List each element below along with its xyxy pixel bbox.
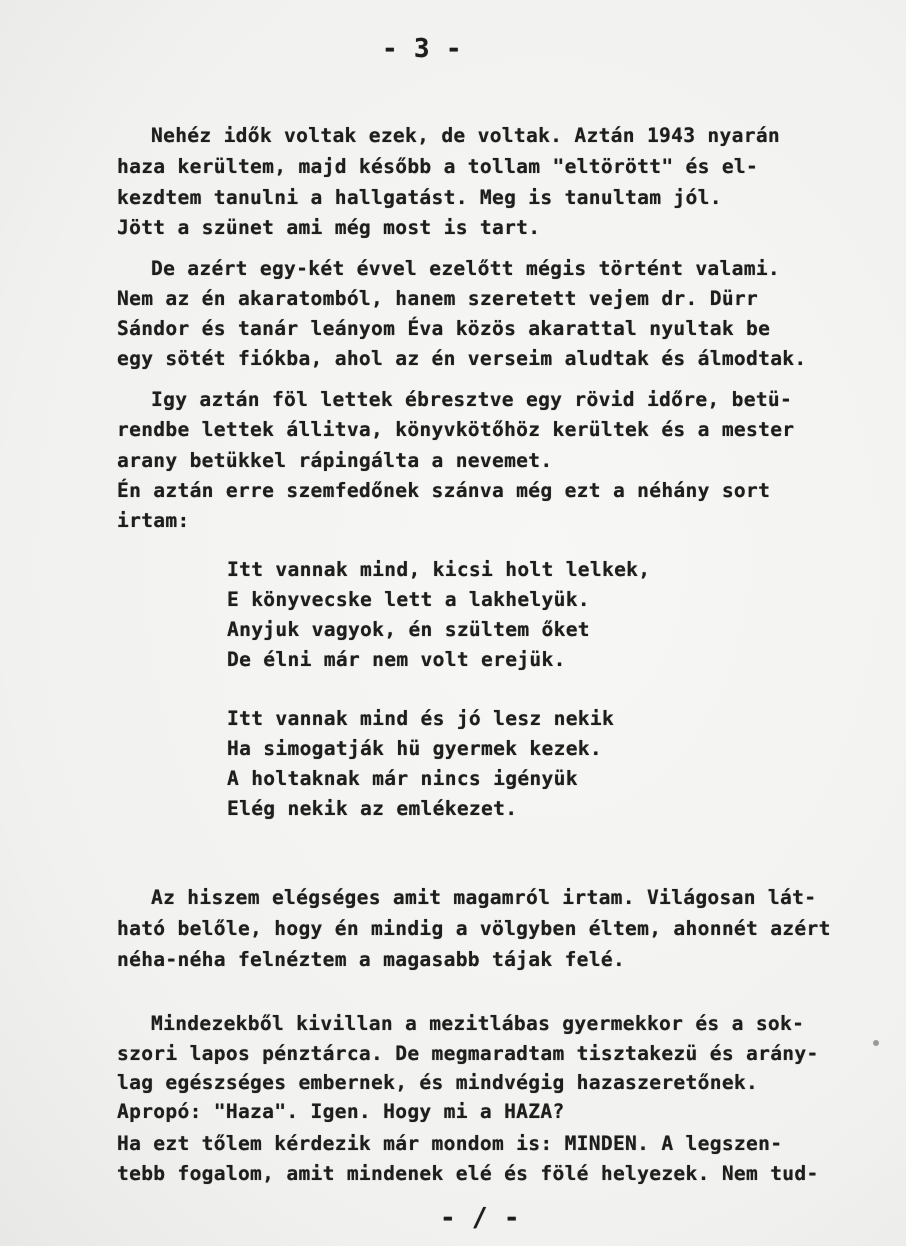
poem-line: E könyvecske lett a lakhelyük. <box>227 588 590 611</box>
text-line: haza kerültem, majd később a tollam "eltörött" és el- <box>117 155 759 178</box>
text-line: Igy aztán föl lettek ébresztve egy rövid időre, betü- <box>151 388 793 411</box>
text-line: rendbe lettek állitva, könyvkötőhöz kerültek és a mester <box>117 418 795 441</box>
text-line: lag egészséges embernek, és mindvégig hazaszeretőnek. <box>117 1071 759 1094</box>
text-line: kezdtem tanulni a hallgatást. Meg is tanultam jól. <box>117 186 722 209</box>
text-line: arany betükkel rápingálta a nevemet. <box>117 449 553 472</box>
poem-line: Itt vannak mind és jó lesz nekik <box>227 707 615 730</box>
text-line: néha-néha felnéztem a magasabb tájak felé. <box>117 948 626 971</box>
poem-line: Elég nekik az emlékezet. <box>227 797 518 820</box>
text-line: De azért egy-két évvel ezelőtt mégis történt valami. <box>151 257 781 280</box>
text-line: Jött a szünet ami még most is tart. <box>117 216 541 239</box>
text-line: egy sötét fiókba, ahol az én verseim aludtak és álmodtak. <box>117 347 807 370</box>
text-line: Ha ezt tőlem kérdezik már mondom is: MINDEN. A legszen- <box>117 1132 783 1155</box>
text-line: szori lapos pénztárca. De megmaradtam tisztakezü és arány- <box>117 1042 819 1065</box>
text-line: tebb fogalom, amit mindenek elé és fölé helyezek. Nem tud- <box>117 1162 819 1185</box>
poem-line: Itt vannak mind, kicsi holt lelkek, <box>227 558 651 581</box>
text-line: irtam: <box>117 509 190 532</box>
page-number: - 3 - <box>382 34 462 64</box>
text-line: Nehéz idők voltak ezek, de voltak. Aztán 1943 nyarán <box>151 124 781 147</box>
text-line: Apropó: "Haza". Igen. Hogy mi a HAZA? <box>117 1100 565 1123</box>
poem-line: Anyjuk vagyok, én szültem őket <box>227 618 590 641</box>
text-line: Sándor és tanár leányom Éva közös akarattal nyultak be <box>117 317 771 340</box>
poem-line: A holtaknak már nincs igényük <box>227 767 578 790</box>
footer-mark: - / - <box>440 1203 520 1233</box>
poem-line: Ha simogatják hü gyermek kezek. <box>227 737 602 760</box>
text-line: Én aztán erre szemfedőnek szánva még ezt a néhány sort <box>117 479 771 502</box>
text-line: Az hiszem elégséges amit magamról irtam. Világosan lát- <box>151 886 817 909</box>
text-line: ható belőle, hogy én mindig a völgyben éltem, ahonnét azért <box>117 917 831 940</box>
text-line: Nem az én akaratomból, hanem szeretett vejem dr. Dürr <box>117 287 759 310</box>
poem-line: De élni már nem volt erejük. <box>227 648 566 671</box>
text-line: Mindezekből kivillan a mezitlábas gyermekkor és a sok- <box>151 1012 805 1035</box>
punch-hole-mark <box>873 1040 879 1046</box>
